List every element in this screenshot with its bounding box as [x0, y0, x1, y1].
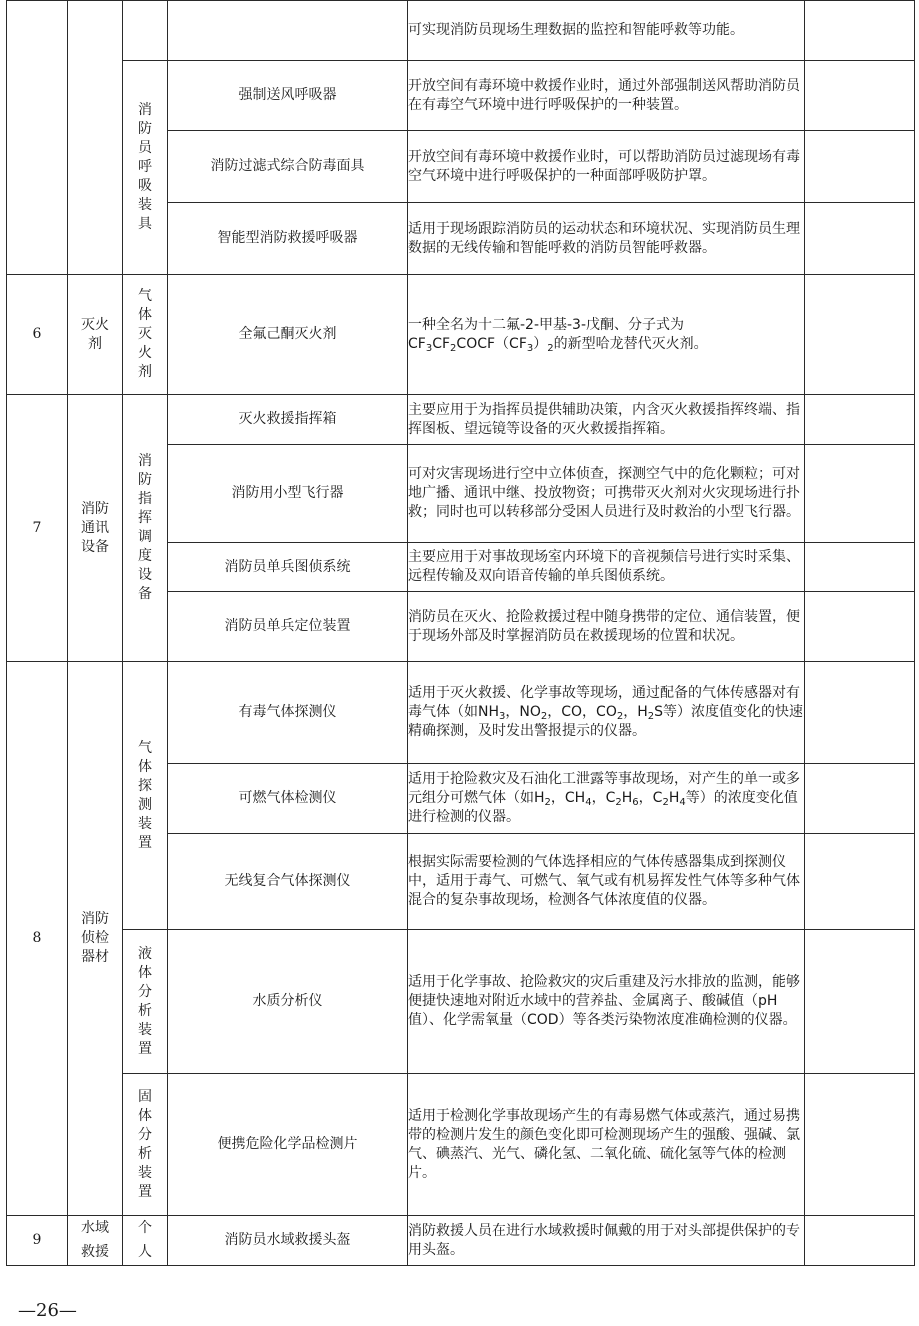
formula-line	[408, 335, 804, 354]
item-name: 消防员水域救援头盔	[168, 1216, 408, 1266]
table-row	[7, 1216, 915, 1266]
remark-cell	[805, 395, 915, 445]
item-desc: 根据实际需要检测的气体选择相应的气体传感器集成到探测仪中，适用于毒气、可燃气、氧气或有机易挥发性气体等多种气体混合的复杂事故现场，检测各气体浓度值的仪器。	[408, 834, 805, 930]
item-desc: 开放空间有毒环境中救援作业时，通过外部强制送风帮助消防员在有毒空气环境中进行呼吸保护的一种装置。	[408, 61, 805, 131]
formula-part: ，	[638, 790, 653, 806]
subcategory-label	[123, 1216, 168, 1266]
remark-cell	[805, 1074, 915, 1216]
subcategory-label	[123, 275, 168, 395]
formula-part: C	[652, 790, 663, 806]
formula-part: CO	[561, 704, 583, 720]
desc-line: 的新型哈龙替代灭火剂。	[553, 335, 708, 352]
formula-sub: 2	[540, 711, 548, 722]
item-name-cell	[168, 1, 408, 61]
num-cell	[7, 1, 68, 275]
remark-cell	[805, 543, 915, 592]
item-desc: 开放空间有毒环境中救援作业时，可以帮助消防员过滤现场有毒空气环境中进行呼吸保护的一种面部呼吸防护罩。	[408, 131, 805, 203]
remark-cell	[805, 275, 915, 395]
section-number: 9	[7, 1216, 68, 1266]
item-desc: 消防救援人员在进行水域救援时佩戴的用于对头部提供保护的专用头盔。	[408, 1216, 805, 1266]
formula-sub: 6	[632, 797, 639, 808]
formula-sub: 3	[526, 342, 534, 354]
formula-sub: 2	[662, 797, 669, 808]
subcategory-label	[123, 662, 168, 930]
remark-cell	[805, 930, 915, 1074]
category-cell	[68, 1, 123, 275]
subcategory-text: 气体灭火剂	[138, 288, 152, 380]
desc-part: 等）的浓度变化值进行检测的仪器。	[408, 790, 798, 825]
remark-cell	[805, 203, 915, 275]
item-name: 强制送风呼吸器	[168, 61, 408, 131]
remark-cell	[805, 662, 915, 764]
item-desc: 适用于化学事故、抢险救灾的灾后重建及污水排放的监测，能够便捷快速地对附近水域中的营养盐、金属离子、酸碱值（pH 值）、化学需氧量（COD）等各类污染物浓度准确检测的仪器。	[408, 930, 805, 1074]
subcategory-text: 液体分析装置	[138, 945, 152, 1057]
formula-part: ，	[505, 704, 520, 720]
remark-cell	[805, 1216, 915, 1266]
formula-part: H	[668, 790, 680, 806]
item-desc	[408, 275, 805, 395]
equipment-table	[6, 0, 915, 1266]
item-desc: 可对灾害现场进行空中立体侦查，探测空气中的危化颗粒；可对地广播、通讯中继、投放物资；可携带灭火剂对火灾现场进行扑救；同时也可以转移部分受困人员进行及时救治的小型飞行器。	[408, 445, 805, 543]
formula-part: NO	[519, 704, 541, 720]
subcategory-text: 气体探测装置	[138, 739, 152, 851]
formula-part: H	[637, 704, 648, 720]
desc-part: 适用于抢险救灾及石油化工泄露等事故现场，对产生的单一或多元组分可燃气体（如	[408, 771, 800, 806]
category-label	[68, 275, 123, 395]
table-row	[7, 662, 915, 764]
item-desc: 适用于现场跟踪消防员的运动状态和环境状况、实现消防员生理数据的无线传输和智能呼救的消防员智能呼救器。	[408, 203, 805, 275]
desc-part: 适用于灭火救援、化学事故等现场，通过配备的气体传感器对有毒气体（如	[408, 685, 800, 720]
item-name: 可燃气体检测仪	[168, 764, 408, 834]
formula-part: ，	[623, 704, 638, 720]
formula-sub: 2	[616, 711, 624, 722]
item-desc: 主要应用于为指挥员提供辅助决策，内含灭火救援指挥终端、指挥图板、望远镜等设备的灭火救援指挥箱。	[408, 395, 805, 445]
category-label	[68, 662, 123, 1216]
formula-sub: 2	[547, 342, 554, 354]
section-number: 6	[7, 275, 68, 395]
formula-sub: 2	[647, 711, 655, 722]
formula-cf3: CF（CF	[477, 335, 527, 352]
subcategory-label	[123, 1074, 168, 1216]
remark-cell	[805, 445, 915, 543]
page-number: —26—	[18, 1300, 77, 1321]
formula-sub: 4	[585, 797, 592, 808]
formula-part: ，	[550, 790, 565, 806]
item-name: 有毒气体探测仪	[168, 662, 408, 764]
formula-part: CF	[432, 335, 451, 352]
subcategory-label	[123, 61, 168, 275]
category-text: 消防侦检器材	[81, 911, 109, 965]
formula-part: NH	[478, 704, 499, 720]
remark-cell	[805, 1, 915, 61]
remark-cell	[805, 592, 915, 662]
remark-cell	[805, 834, 915, 930]
formula-sub: 3	[499, 711, 506, 722]
item-name: 消防员单兵图侦系统	[168, 543, 408, 592]
section-number: 8	[7, 662, 68, 1216]
formula-part: H	[621, 790, 633, 806]
formula-part: CO	[596, 704, 617, 720]
category-text: 消防通讯设备	[81, 500, 109, 555]
item-name: 水质分析仪	[168, 930, 408, 1074]
item-desc	[408, 662, 805, 764]
item-name: 智能型消防救援呼吸器	[168, 203, 408, 275]
item-name: 无线复合气体探测仪	[168, 834, 408, 930]
remark-cell	[805, 764, 915, 834]
section-number: 7	[7, 395, 68, 662]
table-row	[7, 930, 915, 1074]
subcategory-text: 消防指挥调度设备	[138, 453, 152, 602]
item-name: 便携危险化学品检测片	[168, 1074, 408, 1216]
item-name: 全氟己酮灭火剂	[168, 275, 408, 395]
item-name: 消防过滤式综合防毒面具	[168, 131, 408, 203]
formula-part: CF	[408, 335, 426, 352]
item-desc: 主要应用于对事故现场室内环境下的音视频信号进行实时采集、远程传输及双向语音传输的单兵图侦系统。	[408, 543, 805, 592]
table-row	[7, 275, 915, 395]
formula-sub: 2	[450, 342, 457, 354]
formula-part: C	[605, 790, 616, 806]
category-text: 灭火剂	[81, 316, 109, 352]
category-label	[68, 1216, 123, 1266]
subcategory-text: 固体分析装置	[138, 1088, 152, 1200]
formula-part: C	[456, 335, 467, 352]
remark-cell	[805, 131, 915, 203]
desc-part: 等）浓度值变化的快速精确探测，及时发出警报提示的仪器。	[408, 704, 804, 739]
item-desc: 消防员在灭火、抢险救援过程中随身携带的定位、通信装置，便于现场外部及时掌握消防员在救援现场的位置和状况。	[408, 592, 805, 662]
table-row	[7, 61, 915, 131]
item-desc: 适用于检测化学事故现场产生的有毒易燃气体或蒸汽，通过易携带的检测片发生的颜色变化即可检测现场产生的强酸、强碱、氯气、碘蒸汽、光气、磷化氢、二氧化硫、硫化氢等气体的检测片。	[408, 1074, 805, 1216]
formula-sub: 4	[679, 797, 686, 808]
formula-sub: 3	[425, 342, 433, 354]
item-desc: 可实现消防员现场生理数据的监控和智能呼救等功能。	[408, 1, 805, 61]
category-label	[68, 395, 123, 662]
formula-sub: 2	[615, 797, 622, 808]
remark-cell	[805, 61, 915, 131]
formula-part: O	[466, 335, 478, 352]
item-desc	[408, 764, 805, 834]
category-text: 水域救援	[81, 1220, 109, 1260]
subcategory-text: 个人	[138, 1220, 152, 1260]
item-name: 消防员单兵定位装置	[168, 592, 408, 662]
subcategory-text: 消防员呼吸装具	[138, 102, 152, 232]
formula-part: ，	[591, 790, 606, 806]
table-row	[7, 1, 915, 61]
formula-part: ）	[533, 335, 548, 352]
item-name: 消防用小型飞行器	[168, 445, 408, 543]
table-row	[7, 1074, 915, 1216]
formula-sub: 2	[544, 797, 551, 808]
subcategory-label	[123, 930, 168, 1074]
formula-part: S	[654, 704, 664, 720]
formula-part: CH	[564, 790, 586, 806]
item-name: 灭火救援指挥箱	[168, 395, 408, 445]
table-row	[7, 395, 915, 445]
subcategory-label	[123, 395, 168, 662]
formula-part: H	[534, 790, 545, 806]
formula-part: ，	[547, 704, 562, 720]
formula-part: ，	[582, 704, 597, 720]
desc-line: 一种全名为十二氟-2-甲基-3-戊酮、分子式为	[408, 316, 685, 333]
subcategory-cell	[123, 1, 168, 61]
